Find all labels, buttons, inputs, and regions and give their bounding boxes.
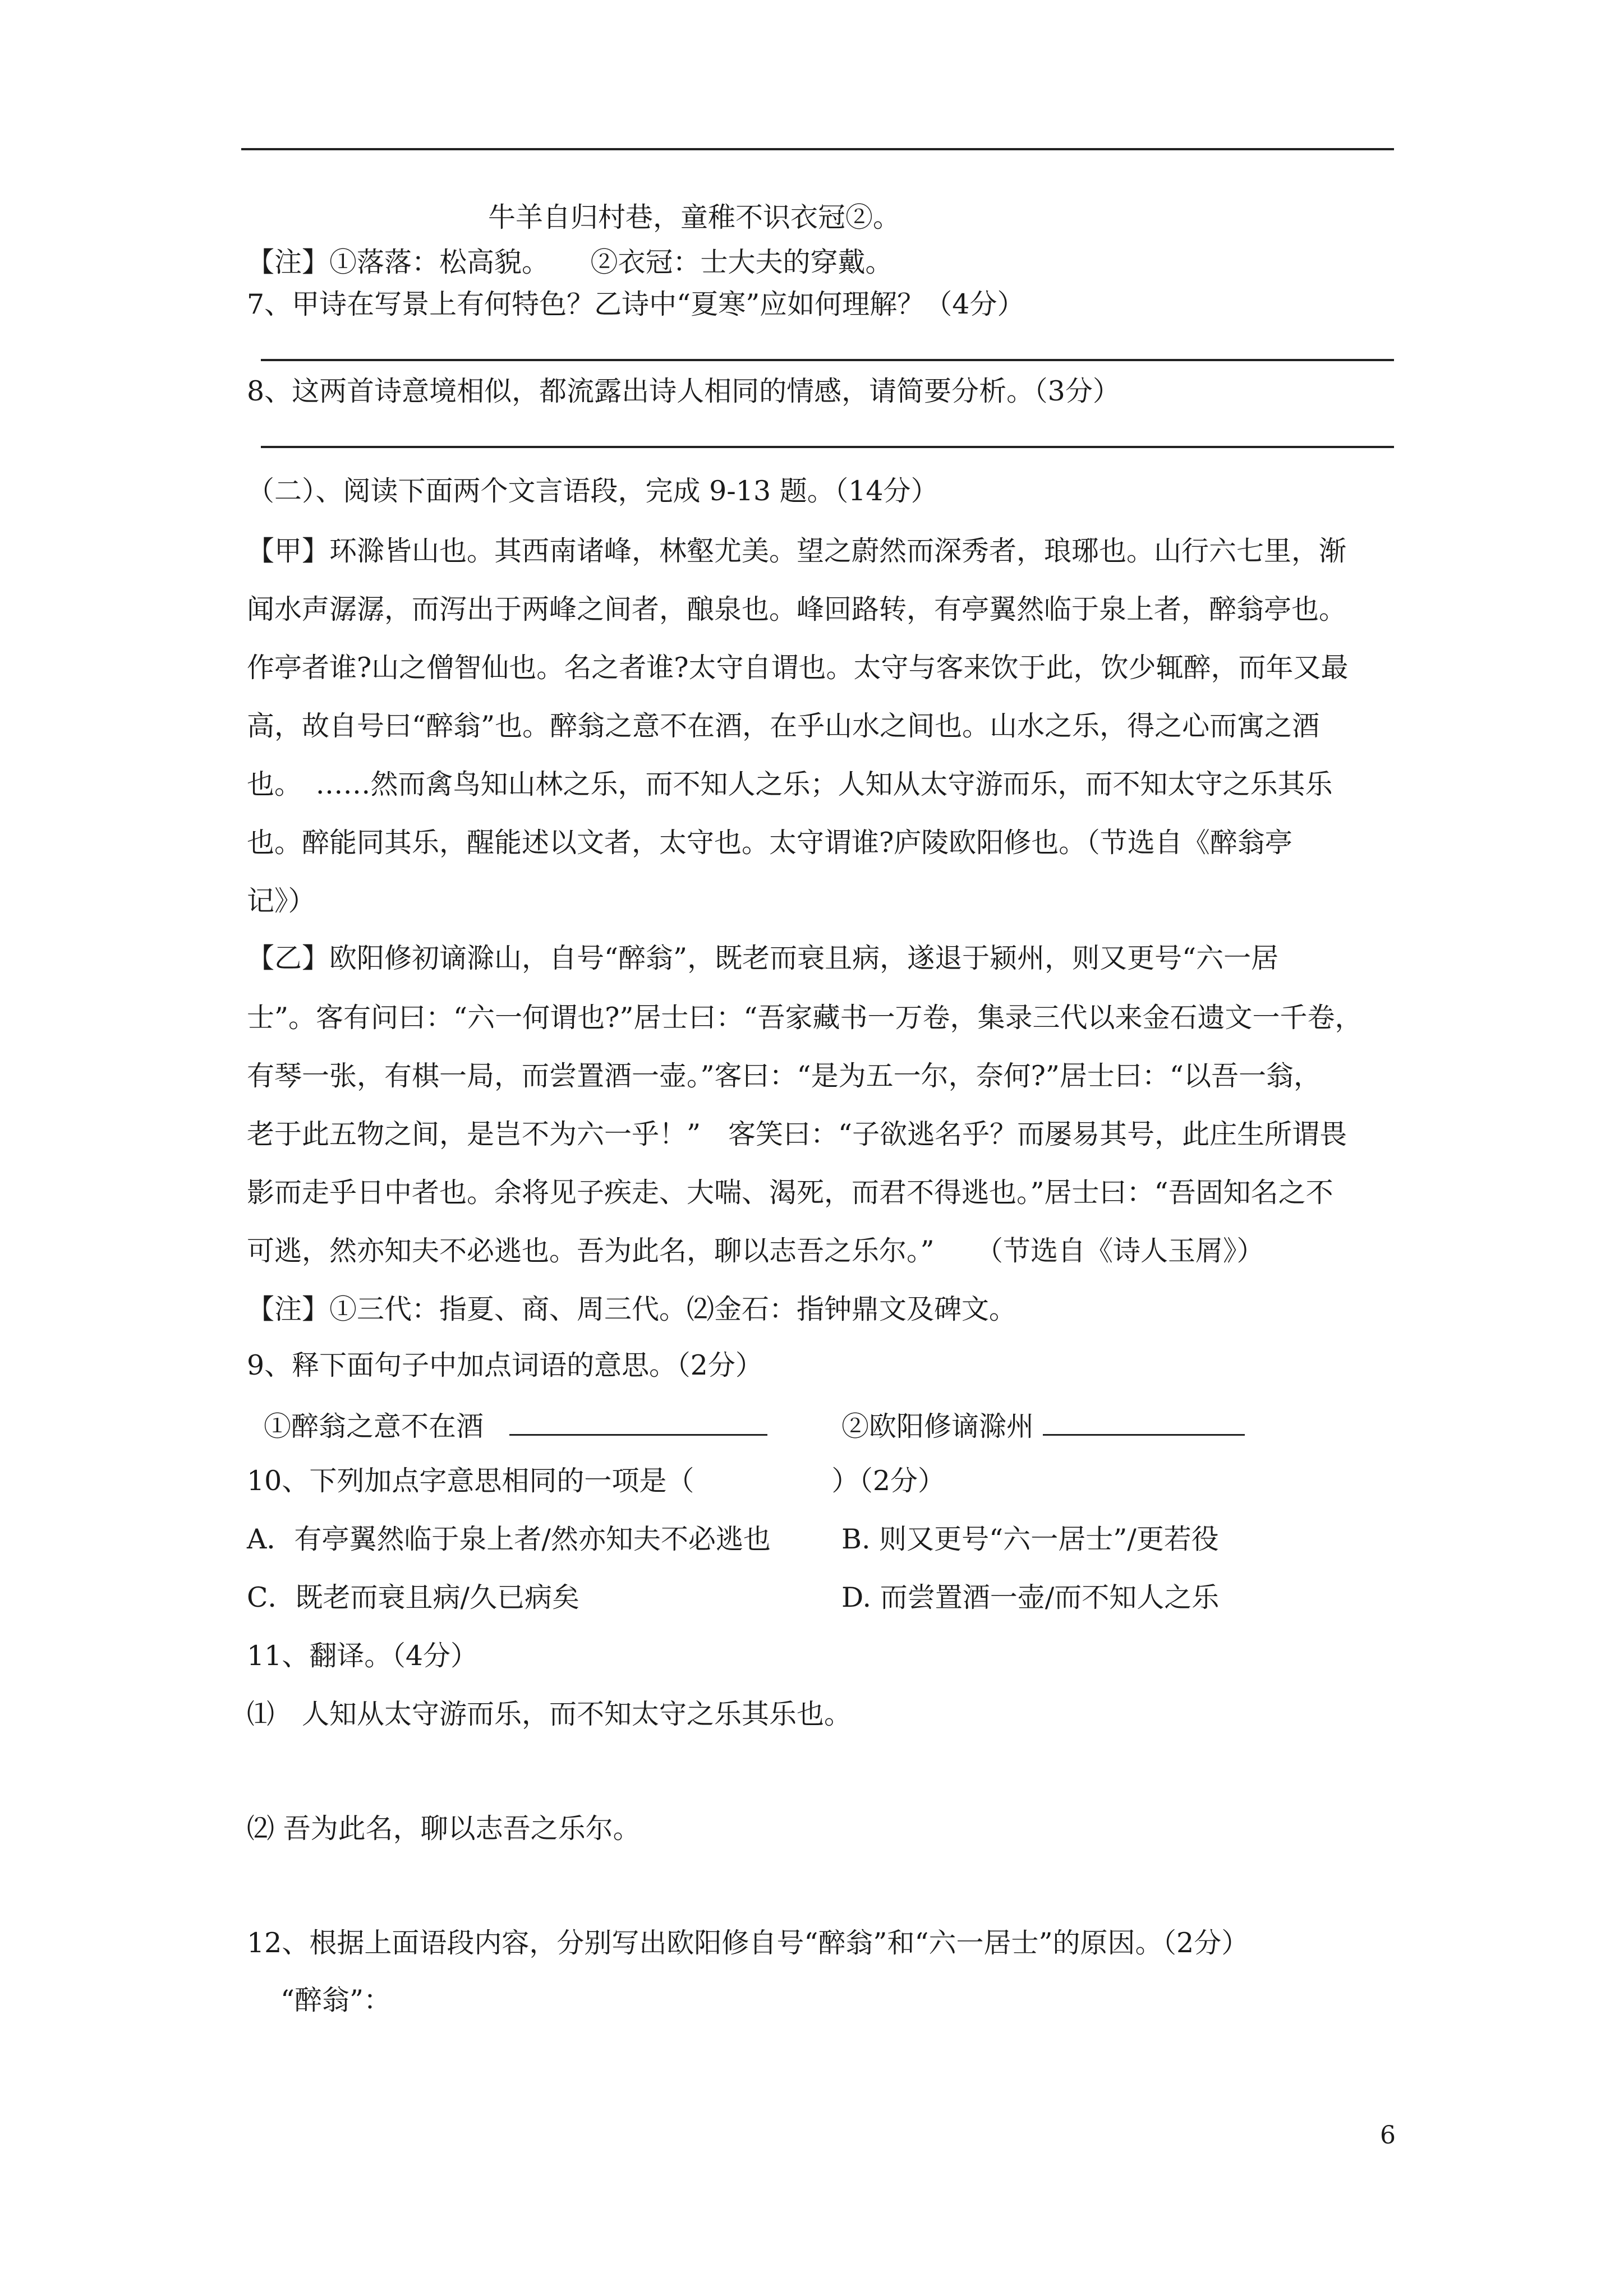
header-rule — [241, 148, 1394, 150]
q11-item-1: ⑴ 人知从太守游而乐，而不知太守之乐其乐也。 — [247, 1698, 852, 1730]
question-10: 10、下列加点字意思相同的一项是（ ）（2分） — [247, 1465, 946, 1497]
question-12: 12、根据上面语段内容，分别写出欧阳修自号“醉翁”和“六一居士”的原因。（2分） — [247, 1927, 1249, 1959]
page-number: 6 — [1380, 2121, 1396, 2150]
q9-item-2 — [841, 1407, 1290, 1444]
passage-yi-line: 老于此五物之间，是岂不为六一乎！” 客笑曰：“子欲逃名乎？而屡易其号，此庄生所谓畏 — [247, 1118, 1347, 1150]
question-7: 7、甲诗在写景上有何特色？乙诗中“夏寒”应如何理解？（4分） — [247, 288, 1025, 320]
passage-yi-line: 有琴一张，有棋一局，而尝置酒一壶。”客曰：“是为五一尔，奈何?”居士曰：“以吾一翁， — [247, 1060, 1321, 1092]
passage-yi-line: 可逃，然亦知夫不必逃也。吾为此名，聊以志吾之乐尔。” （节选自《诗人玉屑》） — [247, 1235, 1264, 1267]
answer-line-q7[interactable] — [261, 359, 1394, 361]
q9-answer-blank-1[interactable] — [509, 1407, 767, 1436]
passage-jia-line: 也。 ……然而禽鸟知山林之乐，而不知人之乐；人知从太守游而乐，而不知太守之乐其乐 — [247, 768, 1333, 800]
q9-answer-blank-2[interactable] — [1043, 1407, 1245, 1436]
section-2-title: （二）、阅读下面两个文言语段，完成 9-13 题。（14分） — [247, 475, 938, 507]
answer-line-q8[interactable] — [261, 446, 1394, 448]
passage-jia-line: 闻水声潺潺，而泻出于两峰之间者，酿泉也。峰回路转，有亭翼然临于泉上者，醉翁亭也。 — [247, 593, 1347, 625]
q10-option-b: B. 则又更号“六一居士”/更若役 — [841, 1523, 1219, 1555]
q11-item-2: ⑵ 吾为此名，聊以志吾之乐尔。 — [247, 1813, 641, 1845]
q9-item-1-text: ①醉翁之意不在酒 — [264, 1410, 484, 1442]
poem-note: 【注】①落落：松高貌。 ②衣冠：士大夫的穿戴。 — [247, 246, 893, 278]
passage-jia-line: 【甲】环滁皆山也。其西南诸峰，林壑尤美。望之蔚然而深秀者，琅琊也。山行六七里，渐 — [247, 535, 1347, 567]
passage-jia-line: 作亭者谁?山之僧智仙也。名之者谁?太守自谓也。太守与客来饮于此，饮少辄醉，而年又最 — [247, 652, 1349, 684]
passage-yi-line: 【乙】欧阳修初谪滁山，自号“醉翁”，既老而衰且病，遂退于颍州，则又更号“六一居 — [247, 942, 1279, 974]
question-9: 9、释下面句子中加点词语的意思。（2分） — [247, 1349, 763, 1381]
poem-line: 牛羊自归村巷，童稚不识衣冠②。 — [488, 201, 901, 233]
passage-jia-line: 高，故自号曰“醉翁”也。醉翁之意不在酒，在乎山水之间也。山水之乐，得之心而寓之酒 — [247, 710, 1320, 742]
q10-option-d: D. 而尝置酒一壶/而不知人之乐 — [841, 1582, 1220, 1613]
q12-sub-zuiweng: “醉翁”： — [280, 1984, 392, 2016]
passage-jia-line: 记》） — [247, 885, 316, 917]
passage-yi-line: 士”。客有问曰：“六一何谓也?”居士曰：“吾家藏书一万卷，集录三代以来金石遗文一千卷， — [247, 1002, 1363, 1034]
q10-option-a: A．有亭翼然临于泉上者/然亦知夫不必逃也 — [247, 1523, 771, 1555]
passage-note: 【注】①三代：指夏、商、周三代。⑵金石：指钟鼎文及碑文。 — [247, 1293, 1017, 1325]
question-11: 11、翻译。（4分） — [247, 1640, 479, 1672]
q9-item-2-text: ②欧阳修谪滁州 — [841, 1410, 1034, 1442]
question-8: 8、这两首诗意境相似，都流露出诗人相同的情感，请简要分析。（3分） — [247, 375, 1120, 407]
q10-option-c: C．既老而衰且病/久已病矣 — [247, 1582, 580, 1613]
passage-yi-line: 影而走乎日中者也。余将见子疾走、大喘、渴死，而君不得逃也。”居士曰：“吾固知名之不 — [247, 1177, 1333, 1209]
passage-jia-line: 也。醉能同其乐，醒能述以文者，太守也。太守谓谁?庐陵欧阳修也。（节选自《醉翁亭 — [247, 827, 1292, 859]
